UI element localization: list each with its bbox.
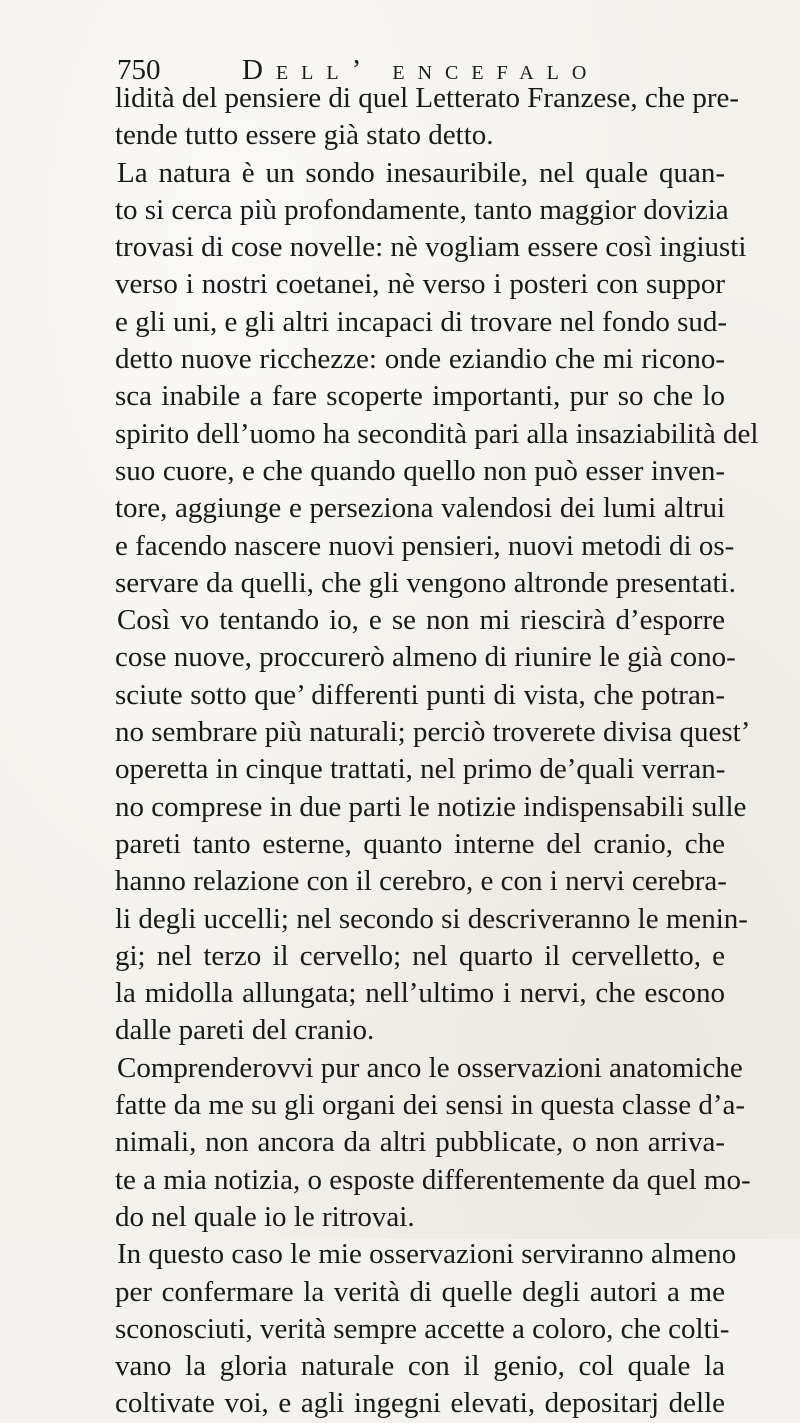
text-line: sciute sotto que’ differenti punti di vista, che potran- bbox=[115, 678, 725, 711]
text-line: sconosciuti, verità sempre accette a coloro, che colti- bbox=[115, 1312, 730, 1345]
running-head: Dell’ encefalo bbox=[242, 54, 600, 86]
text-line: no comprese in due parti le notizie indispensabili sulle bbox=[115, 790, 747, 823]
page-number: 750 bbox=[117, 54, 161, 86]
text-line: to si cerca più profondamente, tanto maggior dovizia bbox=[115, 193, 729, 226]
text-line: fatte da me su gli organi dei sensi in questa classe d’a- bbox=[115, 1089, 746, 1122]
text-line: coltivate voi, e agli ingegni elevati, depositarj delle bbox=[115, 1387, 725, 1420]
text-line: li degli uccelli; nel secondo si descriveranno le menin- bbox=[115, 902, 748, 935]
text-line: la midolla allungata; nell’ultimo i nervi, che escono bbox=[115, 977, 725, 1010]
text-line: dalle pareti del cranio. bbox=[115, 1014, 375, 1047]
text-line: verso i nostri coetanei, nè verso i posteri con suppor bbox=[115, 268, 725, 301]
text-line: La natura è un sondo inesauribile, nel quale quan- bbox=[117, 156, 725, 189]
text-line: Così vo tentando io, e se non mi riescirà d’esporre bbox=[117, 604, 725, 637]
text-line: pareti tanto esterne, quanto interne del cranio, che bbox=[115, 827, 725, 860]
text-line: detto nuove ricchezze: onde eziandio che mi ricono- bbox=[115, 343, 725, 376]
text-line: servare da quelli, che gli vengono altronde presentati. bbox=[115, 566, 736, 599]
text-line: operetta in cinque trattati, nel primo de’quali verran- bbox=[115, 753, 726, 786]
text-line: cose nuove, proccurerò almeno di riunire le già cono- bbox=[115, 641, 736, 674]
text-line: te a mia notizia, o esposte differentemente da quel mo- bbox=[115, 1163, 751, 1196]
text-line: spirito dell’uomo ha secondità pari alla insaziabilità del bbox=[115, 417, 759, 450]
text-line: nimali, non ancora da altri pubblicate, o non arriva- bbox=[115, 1126, 725, 1159]
text-line: sca inabile a fare scoperte importanti, pur so che lo bbox=[115, 380, 725, 413]
text-line: suo cuore, e che quando quello non può esser inven- bbox=[115, 454, 725, 487]
text-line: no sembrare più naturali; perciò troverete divisa quest’ bbox=[115, 716, 751, 749]
text-line: hanno relazione con il cerebro, e con i nervi cerebra- bbox=[115, 865, 727, 898]
text-line: lidità del pensiere di quel Letterato Franzese, che pre- bbox=[115, 82, 740, 114]
text-line: vano la gloria naturale con il genio, col quale la bbox=[115, 1350, 725, 1383]
text-line: tore, aggiunge e perseziona valendosi dei lumi altrui bbox=[115, 492, 725, 525]
text-line: In questo caso le mie osservazioni serviranno almeno bbox=[117, 1238, 737, 1271]
text-line: e facendo nascere nuovi pensieri, nuovi metodi di os- bbox=[115, 529, 735, 562]
text-line: per confermare la verità di quelle degli autori a me bbox=[115, 1275, 725, 1308]
text-line: gi; nel terzo il cervello; nel quarto il cervelletto, e bbox=[115, 939, 725, 972]
text-line: e gli uni, e gli altri incapaci di trovare nel fondo sud- bbox=[115, 305, 728, 338]
text-line: Comprenderovvi pur anco le osservazioni anatomiche bbox=[117, 1051, 743, 1084]
text-line: do nel quale io le ritrovai. bbox=[115, 1200, 415, 1233]
text-line: tende tutto essere già stato detto. bbox=[115, 119, 494, 152]
body-text bbox=[115, 80, 759, 1423]
text-line: trovasi di cose novelle: nè vogliam essere così ingiusti bbox=[115, 231, 747, 264]
